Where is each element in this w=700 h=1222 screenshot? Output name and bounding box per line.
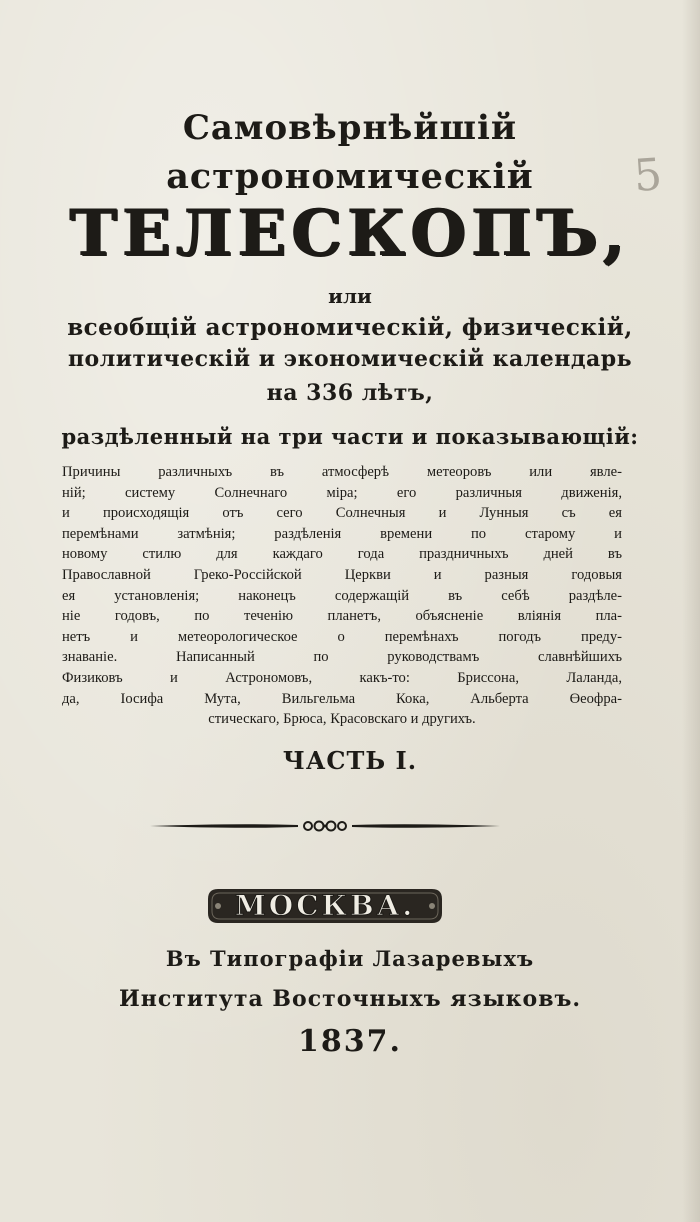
description-paragraph	[62, 462, 622, 730]
description-line: да, Іосифа Мута, Вильгельма Кока, Альберта Өеофра-	[62, 690, 622, 707]
subtitle-line-2: политическій и экономическій календарь	[67, 346, 633, 372]
city-name: МОСКВА.	[234, 889, 416, 922]
ornament-divider	[148, 814, 502, 838]
description-line: стическаго, Брюса, Красовскаго и другихъ.	[208, 711, 476, 728]
description-line: Физиковъ и Астрономовъ, какъ-то: Бриссона, Лаланда,	[62, 669, 622, 686]
title-line-2: астрономическій	[166, 156, 534, 197]
subtitle-line-3: на 336 лѣтъ,	[266, 380, 434, 406]
description-line: новому стилю для каждаго года праздничныхъ дней въ	[62, 546, 622, 563]
description-line: Православной Греко-Россійской Церкви и разныя годовыя	[62, 566, 622, 583]
margin-note: 5	[632, 149, 664, 202]
imprint-line-1: Въ Типографіи Лазаревыхъ	[165, 946, 535, 971]
description-line: знаваніе. Написанный по руководствамъ славнѣйшихъ	[62, 649, 622, 666]
page-edge-shadow	[682, 0, 700, 1222]
part-heading: ЧАСТЬ I.	[282, 746, 418, 775]
subtitle-line-1: всеобщій астрономическій, физическій,	[67, 314, 633, 341]
title-main: ТЕЛЕСКОПЪ,	[69, 196, 631, 271]
title-conjunction: или	[328, 284, 372, 308]
subtitle-line-4: раздѣленный на три части и показывающій:	[61, 424, 639, 449]
description-line: Причины различныхъ въ атмосферѣ метеоровъ или явле-	[62, 464, 622, 480]
description-line: нетъ и метеорологическое о перемѣнахъ погодъ преду-	[62, 628, 622, 645]
imprint-line-2: Института Восточныхъ языковъ.	[118, 986, 582, 1012]
description-line: ній; систему Солнечнаго міра; его различныя движенія,	[62, 484, 622, 501]
publication-year: 1837.	[298, 1024, 402, 1059]
description-line: перемѣнами затмѣнія; раздѣленія времени по старому и	[62, 525, 622, 542]
description-line: ніе годовъ, по теченію планетъ, объясненіе вліянія пла-	[62, 608, 622, 625]
description-line: ея установленія; наконецъ содержащій въ себѣ раздѣле-	[62, 587, 622, 604]
description-line: и происходящія отъ сего Солнечныя и Лунныя съ ея	[62, 505, 622, 522]
title-line-1: Самовѣрнѣйшій	[182, 108, 518, 148]
